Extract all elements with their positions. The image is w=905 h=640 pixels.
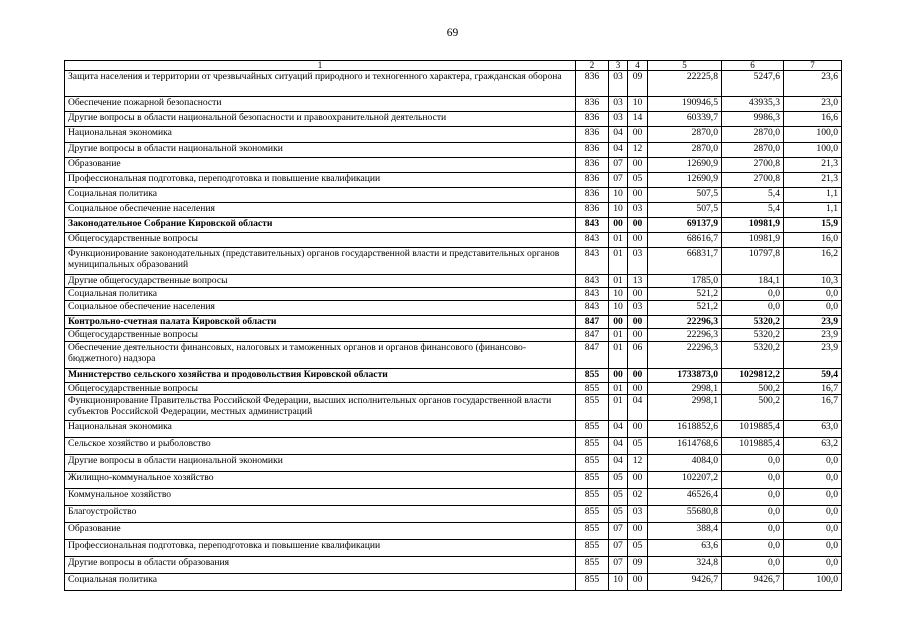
executed-amount: 1029812,2 bbox=[722, 369, 784, 383]
table-row bbox=[65, 233, 842, 248]
execution-percent: 23,9 bbox=[784, 342, 842, 369]
table-row bbox=[65, 342, 842, 369]
ministry-code: 836 bbox=[576, 173, 609, 188]
ministry-code: 855 bbox=[576, 506, 609, 523]
planned-amount: 69137,9 bbox=[648, 218, 722, 233]
item-name: Министерство сельского хозяйства и продовольствия Кировской области bbox=[65, 369, 576, 383]
planned-amount: 12690,9 bbox=[648, 158, 722, 173]
execution-percent: 10,3 bbox=[784, 275, 842, 288]
subsection-code: 02 bbox=[628, 489, 648, 506]
table-row bbox=[65, 275, 842, 288]
table-row bbox=[65, 97, 842, 112]
subsection-code: 00 bbox=[628, 316, 648, 329]
ministry-code: 855 bbox=[576, 369, 609, 383]
item-name: Национальная экономика bbox=[65, 421, 576, 438]
subsection-code: 12 bbox=[628, 455, 648, 472]
subsection-code: 00 bbox=[628, 233, 648, 248]
item-name: Благоустройство bbox=[65, 506, 576, 523]
planned-amount: 60339,7 bbox=[648, 112, 722, 127]
section-code: 04 bbox=[609, 455, 628, 472]
executed-amount: 5,4 bbox=[722, 188, 784, 203]
planned-amount: 22296,3 bbox=[648, 316, 722, 329]
planned-amount: 521,2 bbox=[648, 288, 722, 301]
ministry-code: 843 bbox=[576, 301, 609, 316]
column-number-row bbox=[65, 61, 842, 71]
subsection-code: 03 bbox=[628, 506, 648, 523]
executed-amount: 184,1 bbox=[722, 275, 784, 288]
planned-amount: 1614768,6 bbox=[648, 438, 722, 455]
section-code: 03 bbox=[609, 112, 628, 127]
planned-amount: 22296,3 bbox=[648, 342, 722, 369]
item-name: Образование bbox=[65, 523, 576, 540]
ministry-code: 836 bbox=[576, 71, 609, 97]
subsection-code: 06 bbox=[628, 342, 648, 369]
planned-amount: 324,8 bbox=[648, 557, 722, 574]
execution-percent: 23,9 bbox=[784, 329, 842, 342]
section-code: 01 bbox=[609, 329, 628, 342]
section-code: 04 bbox=[609, 421, 628, 438]
section-code: 07 bbox=[609, 158, 628, 173]
subsection-code: 05 bbox=[628, 173, 648, 188]
column-number-5: 5 bbox=[648, 61, 722, 71]
executed-amount: 2700,8 bbox=[722, 158, 784, 173]
planned-amount: 2998,1 bbox=[648, 395, 722, 421]
execution-percent: 16,7 bbox=[784, 395, 842, 421]
section-code: 01 bbox=[609, 275, 628, 288]
section-code: 04 bbox=[609, 127, 628, 143]
table-row bbox=[65, 301, 842, 316]
subsection-code: 14 bbox=[628, 112, 648, 127]
ministry-code: 855 bbox=[576, 540, 609, 557]
column-number-6: 6 bbox=[722, 61, 784, 71]
table-body bbox=[65, 61, 842, 591]
item-name: Обеспечение деятельности финансовых, налоговых и таможенных органов и органов финансового (финансово-бюджетного) надзора bbox=[65, 342, 576, 369]
execution-percent: 15,9 bbox=[784, 218, 842, 233]
executed-amount: 5,4 bbox=[722, 203, 784, 218]
planned-amount: 22296,3 bbox=[648, 329, 722, 342]
item-name: Образование bbox=[65, 158, 576, 173]
executed-amount: 0,0 bbox=[722, 506, 784, 523]
section-code: 00 bbox=[609, 218, 628, 233]
table-row bbox=[65, 489, 842, 506]
subsection-code: 00 bbox=[628, 523, 648, 540]
subsection-code: 03 bbox=[628, 301, 648, 316]
table-row bbox=[65, 143, 842, 158]
ministry-code: 843 bbox=[576, 248, 609, 275]
execution-percent: 100,0 bbox=[784, 127, 842, 143]
item-name: Социальная политика bbox=[65, 574, 576, 591]
ministry-code: 843 bbox=[576, 218, 609, 233]
subsection-code: 12 bbox=[628, 143, 648, 158]
planned-amount: 507,5 bbox=[648, 203, 722, 218]
subsection-code: 13 bbox=[628, 275, 648, 288]
section-code: 10 bbox=[609, 574, 628, 591]
page-number: 69 bbox=[446, 27, 459, 39]
executed-amount: 0,0 bbox=[722, 301, 784, 316]
ministry-code: 855 bbox=[576, 421, 609, 438]
executed-amount: 500,2 bbox=[722, 383, 784, 395]
planned-amount: 4084,0 bbox=[648, 455, 722, 472]
section-code: 01 bbox=[609, 233, 628, 248]
ministry-code: 855 bbox=[576, 383, 609, 395]
executed-amount: 0,0 bbox=[722, 557, 784, 574]
table-row bbox=[65, 369, 842, 383]
subsection-code: 00 bbox=[628, 288, 648, 301]
execution-percent: 0,0 bbox=[784, 455, 842, 472]
section-code: 01 bbox=[609, 395, 628, 421]
executed-amount: 0,0 bbox=[722, 523, 784, 540]
planned-amount: 388,4 bbox=[648, 523, 722, 540]
section-code: 01 bbox=[609, 342, 628, 369]
execution-percent: 0,0 bbox=[784, 557, 842, 574]
item-name: Общегосударственные вопросы bbox=[65, 329, 576, 342]
column-number-1: 1 bbox=[65, 61, 576, 71]
executed-amount: 0,0 bbox=[722, 489, 784, 506]
ministry-code: 855 bbox=[576, 472, 609, 489]
ministry-code: 836 bbox=[576, 112, 609, 127]
execution-percent: 59,4 bbox=[784, 369, 842, 383]
table-row bbox=[65, 472, 842, 489]
planned-amount: 22225,8 bbox=[648, 71, 722, 97]
table-row bbox=[65, 127, 842, 143]
ministry-code: 836 bbox=[576, 203, 609, 218]
planned-amount: 9426,7 bbox=[648, 574, 722, 591]
column-number-7: 7 bbox=[784, 61, 842, 71]
executed-amount: 2870,0 bbox=[722, 127, 784, 143]
executed-amount: 43935,3 bbox=[722, 97, 784, 112]
table-row bbox=[65, 383, 842, 395]
executed-amount: 0,0 bbox=[722, 472, 784, 489]
section-code: 03 bbox=[609, 71, 628, 97]
ministry-code: 843 bbox=[576, 288, 609, 301]
ministry-code: 847 bbox=[576, 316, 609, 329]
table-row bbox=[65, 203, 842, 218]
ministry-code: 843 bbox=[576, 233, 609, 248]
ministry-code: 836 bbox=[576, 143, 609, 158]
subsection-code: 09 bbox=[628, 557, 648, 574]
subsection-code: 03 bbox=[628, 203, 648, 218]
subsection-code: 00 bbox=[628, 383, 648, 395]
ministry-code: 836 bbox=[576, 127, 609, 143]
executed-amount: 5320,2 bbox=[722, 329, 784, 342]
item-name: Национальная экономика bbox=[65, 127, 576, 143]
planned-amount: 2870,0 bbox=[648, 143, 722, 158]
section-code: 10 bbox=[609, 301, 628, 316]
column-number-2: 2 bbox=[576, 61, 609, 71]
ministry-code: 836 bbox=[576, 188, 609, 203]
execution-percent: 21,3 bbox=[784, 173, 842, 188]
executed-amount: 0,0 bbox=[722, 540, 784, 557]
planned-amount: 55680,8 bbox=[648, 506, 722, 523]
planned-amount: 66831,7 bbox=[648, 248, 722, 275]
section-code: 00 bbox=[609, 316, 628, 329]
execution-percent: 63,0 bbox=[784, 421, 842, 438]
table-row bbox=[65, 71, 842, 97]
section-code: 01 bbox=[609, 383, 628, 395]
subsection-code: 00 bbox=[628, 421, 648, 438]
item-name: Обеспечение пожарной безопасности bbox=[65, 97, 576, 112]
item-name: Сельское хозяйство и рыболовство bbox=[65, 438, 576, 455]
execution-percent: 0,0 bbox=[784, 523, 842, 540]
execution-percent: 23,6 bbox=[784, 71, 842, 97]
table-row bbox=[65, 188, 842, 203]
executed-amount: 2870,0 bbox=[722, 143, 784, 158]
ministry-code: 855 bbox=[576, 523, 609, 540]
execution-percent: 0,0 bbox=[784, 288, 842, 301]
executed-amount: 5320,2 bbox=[722, 342, 784, 369]
executed-amount: 10797,8 bbox=[722, 248, 784, 275]
planned-amount: 1733873,0 bbox=[648, 369, 722, 383]
table-row bbox=[65, 574, 842, 591]
ministry-code: 855 bbox=[576, 557, 609, 574]
table-row bbox=[65, 248, 842, 275]
item-name: Контрольно-счетная палата Кировской области bbox=[65, 316, 576, 329]
subsection-code: 03 bbox=[628, 248, 648, 275]
execution-percent: 16,2 bbox=[784, 248, 842, 275]
executed-amount: 10981,9 bbox=[722, 218, 784, 233]
subsection-code: 00 bbox=[628, 158, 648, 173]
ministry-code: 843 bbox=[576, 275, 609, 288]
execution-percent: 0,0 bbox=[784, 506, 842, 523]
item-name: Профессиональная подготовка, переподготовка и повышение квалификации bbox=[65, 540, 576, 557]
table-row bbox=[65, 421, 842, 438]
section-code: 10 bbox=[609, 188, 628, 203]
section-code: 10 bbox=[609, 203, 628, 218]
subsection-code: 00 bbox=[628, 369, 648, 383]
subsection-code: 05 bbox=[628, 540, 648, 557]
subsection-code: 04 bbox=[628, 395, 648, 421]
item-name: Коммунальное хозяйство bbox=[65, 489, 576, 506]
section-code: 10 bbox=[609, 288, 628, 301]
planned-amount: 1618852,6 bbox=[648, 421, 722, 438]
item-name: Другие вопросы в области образования bbox=[65, 557, 576, 574]
item-name: Профессиональная подготовка, переподготовка и повышение квалификации bbox=[65, 173, 576, 188]
table-row bbox=[65, 395, 842, 421]
table-row bbox=[65, 523, 842, 540]
item-name: Другие вопросы в области национальной экономики bbox=[65, 143, 576, 158]
execution-percent: 0,0 bbox=[784, 489, 842, 506]
execution-percent: 1,1 bbox=[784, 188, 842, 203]
table-row bbox=[65, 288, 842, 301]
table-row bbox=[65, 540, 842, 557]
item-name: Функционирование Правительства Российской Федерации, высших исполнительных органов государственной власти субъектов Российской Федерации, местных администраций bbox=[65, 395, 576, 421]
column-number-4: 4 bbox=[628, 61, 648, 71]
planned-amount: 46526,4 bbox=[648, 489, 722, 506]
section-code: 07 bbox=[609, 540, 628, 557]
executed-amount: 0,0 bbox=[722, 455, 784, 472]
item-name: Защита населения и территории от чрезвычайных ситуаций природного и техногенного характера, гражданская оборона bbox=[65, 71, 576, 97]
executed-amount: 9986,3 bbox=[722, 112, 784, 127]
table-row bbox=[65, 557, 842, 574]
execution-percent: 0,0 bbox=[784, 472, 842, 489]
subsection-code: 00 bbox=[628, 188, 648, 203]
execution-percent: 16,0 bbox=[784, 233, 842, 248]
section-code: 04 bbox=[609, 143, 628, 158]
section-code: 03 bbox=[609, 97, 628, 112]
subsection-code: 00 bbox=[628, 574, 648, 591]
item-name: Другие вопросы в области национальной безопасности и правоохранительной деятельности bbox=[65, 112, 576, 127]
section-code: 07 bbox=[609, 523, 628, 540]
table-row bbox=[65, 158, 842, 173]
subsection-code: 00 bbox=[628, 329, 648, 342]
planned-amount: 521,2 bbox=[648, 301, 722, 316]
execution-percent: 23,9 bbox=[784, 316, 842, 329]
section-code: 01 bbox=[609, 248, 628, 275]
ministry-code: 855 bbox=[576, 395, 609, 421]
item-name: Социальная политика bbox=[65, 188, 576, 203]
subsection-code: 00 bbox=[628, 127, 648, 143]
execution-percent: 0,0 bbox=[784, 540, 842, 557]
column-number-3: 3 bbox=[609, 61, 628, 71]
table-row bbox=[65, 316, 842, 329]
execution-percent: 63,2 bbox=[784, 438, 842, 455]
ministry-code: 836 bbox=[576, 97, 609, 112]
execution-percent: 21,3 bbox=[784, 158, 842, 173]
table-row bbox=[65, 218, 842, 233]
ministry-code: 847 bbox=[576, 342, 609, 369]
planned-amount: 507,5 bbox=[648, 188, 722, 203]
subsection-code: 00 bbox=[628, 218, 648, 233]
execution-percent: 100,0 bbox=[784, 574, 842, 591]
ministry-code: 855 bbox=[576, 574, 609, 591]
subsection-code: 05 bbox=[628, 438, 648, 455]
execution-percent: 16,7 bbox=[784, 383, 842, 395]
execution-percent: 23,0 bbox=[784, 97, 842, 112]
subsection-code: 00 bbox=[628, 472, 648, 489]
execution-percent: 0,0 bbox=[784, 301, 842, 316]
planned-amount: 2870,0 bbox=[648, 127, 722, 143]
section-code: 05 bbox=[609, 472, 628, 489]
executed-amount: 1019885,4 bbox=[722, 421, 784, 438]
planned-amount: 102207,2 bbox=[648, 472, 722, 489]
ministry-code: 847 bbox=[576, 329, 609, 342]
item-name: Другие вопросы в области национальной экономики bbox=[65, 455, 576, 472]
table-row bbox=[65, 455, 842, 472]
ministry-code: 855 bbox=[576, 455, 609, 472]
executed-amount: 5320,2 bbox=[722, 316, 784, 329]
table-row bbox=[65, 438, 842, 455]
item-name: Социальное обеспечение населения bbox=[65, 301, 576, 316]
execution-percent: 100,0 bbox=[784, 143, 842, 158]
planned-amount: 190946,5 bbox=[648, 97, 722, 112]
executed-amount: 500,2 bbox=[722, 395, 784, 421]
executed-amount: 1019885,4 bbox=[722, 438, 784, 455]
executed-amount: 10981,9 bbox=[722, 233, 784, 248]
item-name: Функционирование законодательных (представительных) органов государственной власти и представительных органов муниципальных образований bbox=[65, 248, 576, 275]
table-row bbox=[65, 329, 842, 342]
planned-amount: 2998,1 bbox=[648, 383, 722, 395]
planned-amount: 68616,7 bbox=[648, 233, 722, 248]
section-code: 05 bbox=[609, 506, 628, 523]
section-code: 07 bbox=[609, 557, 628, 574]
executed-amount: 9426,7 bbox=[722, 574, 784, 591]
item-name: Другие общегосударственные вопросы bbox=[65, 275, 576, 288]
executed-amount: 5247,6 bbox=[722, 71, 784, 97]
table-row bbox=[65, 506, 842, 523]
item-name: Социальная политика bbox=[65, 288, 576, 301]
section-code: 07 bbox=[609, 173, 628, 188]
subsection-code: 10 bbox=[628, 97, 648, 112]
executed-amount: 2700,8 bbox=[722, 173, 784, 188]
table-row bbox=[65, 173, 842, 188]
planned-amount: 12690,9 bbox=[648, 173, 722, 188]
budget-table bbox=[64, 60, 842, 591]
ministry-code: 855 bbox=[576, 438, 609, 455]
executed-amount: 0,0 bbox=[722, 288, 784, 301]
execution-percent: 16,6 bbox=[784, 112, 842, 127]
planned-amount: 63,6 bbox=[648, 540, 722, 557]
section-code: 04 bbox=[609, 438, 628, 455]
item-name: Жилищно-коммунальное хозяйство bbox=[65, 472, 576, 489]
section-code: 05 bbox=[609, 489, 628, 506]
ministry-code: 855 bbox=[576, 489, 609, 506]
ministry-code: 836 bbox=[576, 158, 609, 173]
subsection-code: 09 bbox=[628, 71, 648, 97]
item-name: Общегосударственные вопросы bbox=[65, 383, 576, 395]
table-row bbox=[65, 112, 842, 127]
section-code: 00 bbox=[609, 369, 628, 383]
execution-percent: 1,1 bbox=[784, 203, 842, 218]
item-name: Законодательное Собрание Кировской области bbox=[65, 218, 576, 233]
item-name: Социальное обеспечение населения bbox=[65, 203, 576, 218]
planned-amount: 1785,0 bbox=[648, 275, 722, 288]
item-name: Общегосударственные вопросы bbox=[65, 233, 576, 248]
